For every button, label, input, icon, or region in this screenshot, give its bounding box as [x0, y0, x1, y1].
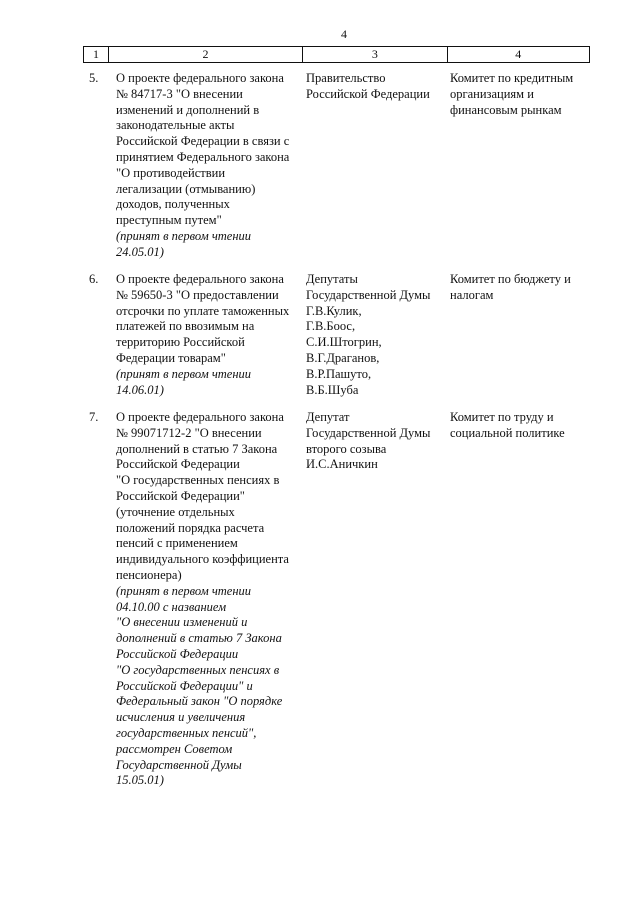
responsible-committee: [450, 71, 590, 118]
reading-status-line: 24.05.01): [116, 244, 164, 259]
bill-text-line: преступным путем": [116, 213, 222, 228]
committee-line: Комитет по бюджету и: [450, 272, 571, 286]
bill-sponsor: [306, 71, 446, 103]
bill-description: [116, 71, 296, 261]
committee-line: Комитет по кредитным: [450, 71, 574, 85]
sponsor-line: Российской Федерации: [306, 86, 430, 101]
sponsor-line: Депутат: [306, 410, 350, 424]
bill-text-line: территорию Российской: [116, 335, 245, 350]
reading-status-line: Российской Федерации" и: [116, 678, 253, 693]
column-header-2: 2: [108, 47, 302, 62]
bill-text-line: Российской Федерации: [116, 457, 240, 472]
committee-line: финансовым рынкам: [450, 102, 562, 117]
committee-line: Комитет по труду и: [450, 410, 554, 424]
sponsor-line: Депутаты: [306, 272, 358, 286]
bill-text-line: пенсионера): [116, 567, 182, 582]
bill-text-line: О проекте федерального закона: [116, 272, 284, 286]
bill-text-line: О проекте федерального закона: [116, 410, 284, 424]
sponsor-line: В.Р.Пашуто,: [306, 366, 372, 381]
bill-sponsor: [306, 272, 446, 398]
column-header-1: 1: [92, 47, 99, 61]
bill-text-line: О проекте федерального закона: [116, 71, 284, 85]
sponsor-line: второго созыва: [306, 441, 387, 456]
reading-status-line: (принят в первом чтении: [116, 366, 252, 381]
sponsor-line: В.Г.Драганов,: [306, 350, 380, 365]
page-number: 4: [341, 27, 347, 41]
item-number: 5.: [89, 71, 99, 85]
reading-status-line: Государственной Думы: [116, 757, 242, 772]
bill-text-line: положений порядка расчета: [116, 520, 265, 535]
reading-status-line: исчисления и увеличения: [116, 710, 246, 725]
bill-text-line: № 84717-3 "О внесении: [116, 86, 243, 101]
reading-status-line: Российской Федерации: [116, 646, 239, 661]
bill-text-line: № 59650-3 "О предоставлении: [116, 287, 279, 302]
sponsor-line: Г.В.Кулик,: [306, 303, 362, 318]
reading-status-line: "О государственных пенсиях в: [116, 662, 280, 677]
reading-status-line: дополнений в статью 7 Закона: [116, 631, 282, 646]
responsible-committee: [450, 272, 590, 304]
sponsor-line: В.Б.Шуба: [306, 382, 359, 397]
bill-description: [116, 410, 296, 789]
reading-status-line: государственных пенсий",: [116, 725, 257, 740]
bill-text-line: Федерации товарам": [116, 350, 226, 365]
bill-text-line: "О противодействии: [116, 165, 226, 180]
reading-status-line: Федеральный закон "О порядке: [116, 694, 283, 709]
reading-status-line: 15.05.01): [116, 773, 164, 788]
bill-text-line: (уточнение отдельных: [116, 504, 235, 519]
item-number: 7.: [89, 410, 99, 424]
bill-sponsor: [306, 410, 446, 473]
bill-text-line: индивидуального коэффициента: [116, 552, 289, 567]
table-column-header: [83, 46, 590, 63]
reading-status-line: (принят в первом чтении: [116, 228, 252, 243]
reading-status-line: 14.06.01): [116, 382, 164, 397]
bill-text-line: пенсий с применением: [116, 536, 238, 551]
reading-status-line: (принят в первом чтении: [116, 583, 252, 598]
sponsor-line: И.С.Аничкин: [306, 457, 378, 472]
committee-line: социальной политике: [450, 425, 565, 440]
sponsor-line: Государственной Думы: [306, 425, 431, 440]
committee-line: налогам: [450, 287, 494, 302]
bill-text-line: законодательные акты: [116, 118, 235, 133]
bill-text-line: отсрочки по уплате таможенных: [116, 303, 290, 318]
reading-status-line: 04.10.00 с названием: [116, 599, 227, 614]
bill-text-line: № 99071712-2 "О внесении: [116, 425, 262, 440]
bill-description: [116, 272, 296, 398]
bill-text-line: принятием Федерального закона: [116, 149, 290, 164]
bill-text-line: Российской Федерации": [116, 488, 245, 503]
bill-text-line: "О государственных пенсиях в: [116, 473, 280, 488]
bill-text-line: доходов, полученных: [116, 197, 230, 212]
sponsor-line: Государственной Думы: [306, 287, 431, 302]
bill-text-line: легализации (отмыванию): [116, 181, 256, 196]
reading-status-line: рассмотрен Советом: [116, 741, 233, 756]
committee-line: организациям и: [450, 86, 534, 101]
bill-text-line: изменений и дополнений в: [116, 102, 260, 117]
bill-text-line: дополнений в статью 7 Закона: [116, 441, 278, 456]
sponsor-line: Г.В.Боос,: [306, 319, 356, 334]
bill-text-line: платежей по ввозимым на: [116, 319, 255, 334]
reading-status-line: "О внесении изменений и: [116, 615, 248, 630]
responsible-committee: [450, 410, 590, 442]
bill-text-line: Российской Федерации в связи с: [116, 134, 290, 149]
item-number: 6.: [89, 272, 99, 286]
sponsor-line: Правительство: [306, 71, 386, 85]
sponsor-line: С.И.Штогрин,: [306, 335, 382, 350]
column-header-3: 3: [302, 47, 446, 62]
column-header-4: 4: [447, 47, 589, 62]
